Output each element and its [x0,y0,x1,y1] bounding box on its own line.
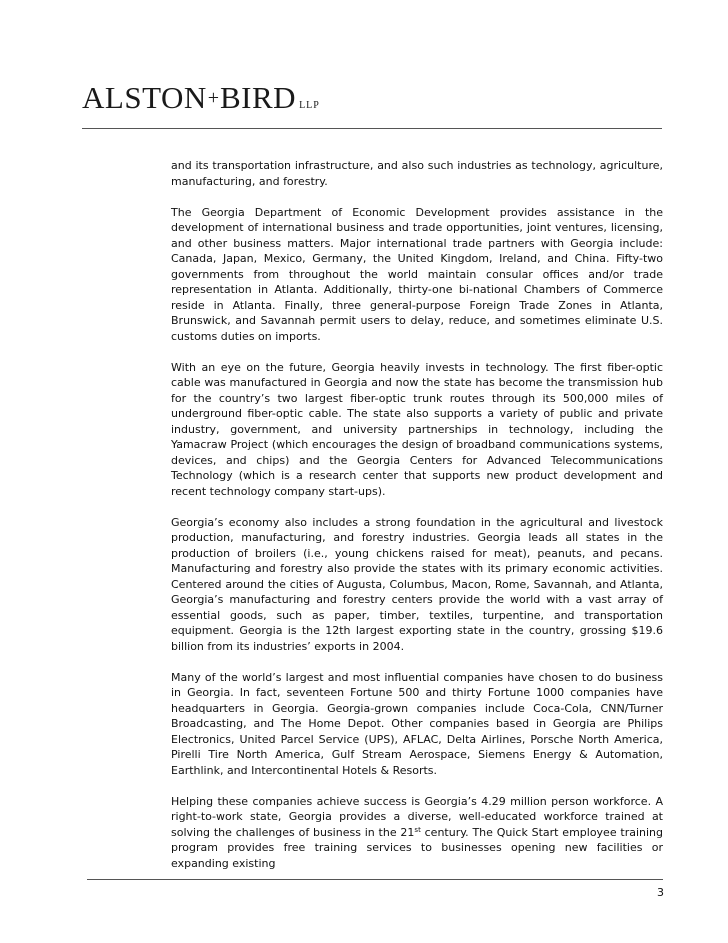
header-divider [82,128,662,129]
logo-suffix: LLP [299,100,320,111]
footer-divider [87,879,663,880]
paragraph-text: century. The Quick Start employee training program provides free training services to businesses opening new facilities or expanding existing [171,825,664,870]
ordinal-suffix: st [414,825,421,834]
paragraph: and its transportation infrastructure, and also such industries as technology, agriculture, manufacturing, and forestry. [171,159,663,188]
paragraph [171,794,663,872]
logo-plus: + [207,87,219,109]
paragraph: With an eye on the future, Georgia heavily invests in technology. The first fiber-optic cable was manufactured in Georgia and now the state has become the transmission hub for the country’s two largest fiber-optic trunk routes through its 500,000 miles of underground fiber-optic cable. The state also supports a variety of public and private industry, government, and university partnerships in technology, including the Yamacraw Project (which encourages the design of broadband communications systems, devices, and chips) and the Georgia Centers for Advanced Telecommunications Technology (which is a research center that supports new product development and recent technology company start-ups). [171,360,663,498]
paragraph-text: Helping these companies achieve success is Georgia’s 4.29 million person workforce. A right-to-work state, Georgia provides a diverse, well-educated workforce trained at solving the challenges of business in the 21 [171,794,663,839]
logo-name-left: ALSTON [82,80,207,115]
firm-logo [82,82,320,113]
document-body [171,158,663,887]
page-number: 3 [657,886,664,899]
logo-name-right: BIRD [220,80,297,115]
paragraph: The Georgia Department of Economic Development provides assistance in the development of international business and trade opportunities, joint ventures, licensing, and other business matters. Major international trade partners with Georgia include: Canada, Japan, Mexico, Germany, the United Kingdom, Ireland, and China. Fifty-two governments from throughout the world maintain consular offices and/or trade representation in Atlanta. Additionally, thirty-one bi-national Chambers of Commerce reside in Atlanta. Finally, three general-purpose Foreign Trade Zones in Atlanta, Brunswick, and Savannah permit users to delay, reduce, and sometimes eliminate U.S. customs duties on imports. [171,205,663,343]
paragraph: Many of the world’s largest and most influential companies have chosen to do business in Georgia. In fact, seventeen Fortune 500 and thirty Fortune 1000 companies have headquarters in Georgia. Georgia-grown companies include Coca-Cola, CNN/Turner Broadcasting, and The Home Depot. Other companies based in Georgia are Philips Electronics, United Parcel Service (UPS), AFLAC, Delta Airlines, Porsche North America, Pirelli Tire North America, Gulf Stream Aerospace, Siemens Energy & Automation, Earthlink, and Intercontinental Hotels & Resorts. [171,670,663,777]
paragraph: Georgia’s economy also includes a strong foundation in the agricultural and livestock production, manufacturing, and forestry industries. Georgia leads all states in the production of broilers (i.e., young chickens raised for meat), peanuts, and pecans. Manufacturing and forestry also provide the states with its primary economic activities. Centered around the cities of Augusta, Columbus, Macon, Rome, Savannah, and Atlanta, Georgia’s manufacturing and forestry centers provide the world with a vast array of essential goods, such as paper, timber, textiles, turpentine, and transportation equipment. Georgia is the 12th largest exporting state in the country, grossing $19.6 billion from its industries’ exports in 2004. [171,515,663,653]
